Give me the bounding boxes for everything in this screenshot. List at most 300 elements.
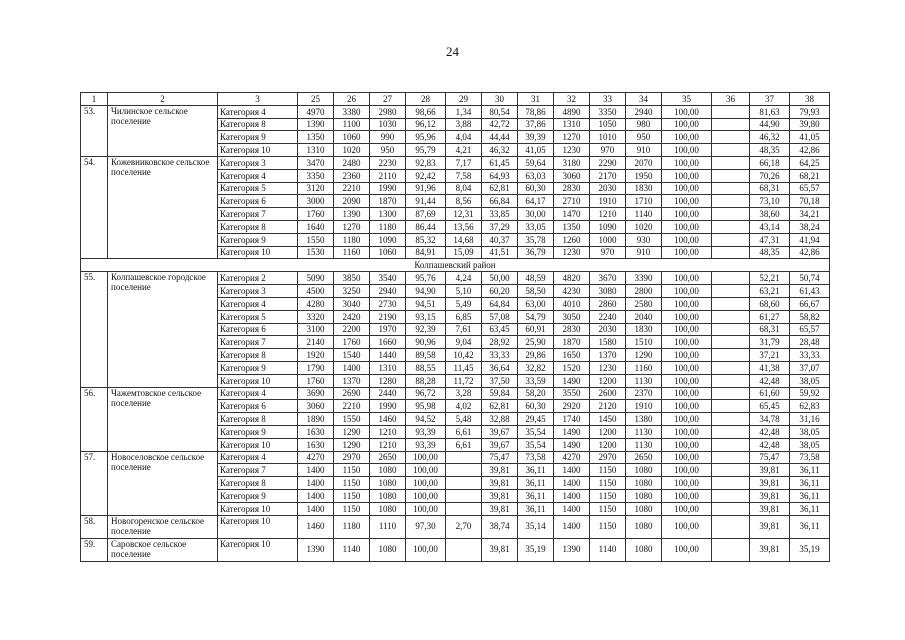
- value-cell: 3060: [554, 169, 590, 182]
- value-cell: [446, 502, 482, 515]
- value-cell: 41,94: [790, 233, 830, 246]
- value-cell: 100,00: [406, 451, 446, 464]
- value-cell: 2370: [626, 387, 662, 400]
- value-cell: 1520: [554, 361, 590, 374]
- value-cell: 68,60: [750, 297, 790, 310]
- value-cell: 97,30: [406, 515, 446, 538]
- header-cell: 28: [406, 93, 446, 106]
- value-cell: 2830: [554, 182, 590, 195]
- value-cell: 1970: [370, 323, 406, 336]
- table-row: [81, 515, 830, 538]
- value-cell: 50,00: [482, 272, 518, 285]
- category-cell: Категория 9: [218, 425, 298, 438]
- value-cell: 4500: [298, 285, 334, 298]
- value-cell: 95,79: [406, 144, 446, 157]
- value-cell: 41,05: [518, 144, 554, 157]
- value-cell: 3380: [334, 105, 370, 118]
- value-cell: 34,21: [790, 208, 830, 221]
- value-cell: 1150: [334, 489, 370, 502]
- header-cell: 32: [554, 93, 590, 106]
- value-cell: 54,79: [518, 310, 554, 323]
- value-cell: 1210: [370, 425, 406, 438]
- value-cell: 86,44: [406, 220, 446, 233]
- value-cell: 100,00: [662, 105, 712, 118]
- value-cell: 41,51: [482, 246, 518, 259]
- value-cell: 1080: [370, 489, 406, 502]
- value-cell: 38,74: [482, 515, 518, 538]
- value-cell: 1230: [554, 144, 590, 157]
- value-cell: 1400: [298, 464, 334, 477]
- value-cell: 48,59: [518, 272, 554, 285]
- table-row: [81, 272, 830, 285]
- value-cell: 75,47: [482, 451, 518, 464]
- header-cell: 26: [334, 93, 370, 106]
- value-cell: [712, 182, 750, 195]
- value-cell: [712, 105, 750, 118]
- value-cell: 1140: [334, 538, 370, 561]
- value-cell: 88,55: [406, 361, 446, 374]
- value-cell: 1400: [554, 489, 590, 502]
- value-cell: 2240: [590, 310, 626, 323]
- value-cell: 1290: [334, 438, 370, 451]
- value-cell: 78,86: [518, 105, 554, 118]
- value-cell: [712, 387, 750, 400]
- value-cell: 2800: [626, 285, 662, 298]
- value-cell: 100,00: [406, 538, 446, 561]
- value-cell: 34,78: [750, 413, 790, 426]
- value-cell: 5,48: [446, 413, 482, 426]
- value-cell: 1200: [590, 374, 626, 387]
- value-cell: 4970: [298, 105, 334, 118]
- value-cell: 2420: [334, 310, 370, 323]
- value-cell: 35,54: [518, 425, 554, 438]
- value-cell: [712, 515, 750, 538]
- value-cell: 4,04: [446, 131, 482, 144]
- value-cell: 1760: [298, 208, 334, 221]
- value-cell: 1350: [554, 220, 590, 233]
- value-cell: 93,39: [406, 425, 446, 438]
- value-cell: 4280: [298, 297, 334, 310]
- value-cell: 47,31: [750, 233, 790, 246]
- value-cell: 7,17: [446, 156, 482, 169]
- value-cell: 2210: [334, 182, 370, 195]
- value-cell: 36,64: [482, 361, 518, 374]
- value-cell: 1710: [626, 195, 662, 208]
- value-cell: 48,35: [750, 246, 790, 259]
- value-cell: 2710: [554, 195, 590, 208]
- value-cell: 1310: [298, 144, 334, 157]
- value-cell: 100,00: [662, 323, 712, 336]
- value-cell: 1740: [554, 413, 590, 426]
- value-cell: 1,34: [446, 105, 482, 118]
- value-cell: [712, 489, 750, 502]
- value-cell: 31,79: [750, 336, 790, 349]
- value-cell: 62,81: [482, 400, 518, 413]
- value-cell: 1550: [298, 233, 334, 246]
- value-cell: 66,84: [482, 195, 518, 208]
- value-cell: 37,86: [518, 118, 554, 131]
- value-cell: 2440: [370, 387, 406, 400]
- value-cell: [446, 489, 482, 502]
- value-cell: 46,32: [750, 131, 790, 144]
- value-cell: 3350: [298, 169, 334, 182]
- value-cell: 1020: [334, 144, 370, 157]
- settlement-name: Чажемтовское сельское поселение: [108, 387, 218, 451]
- value-cell: 2600: [590, 387, 626, 400]
- value-cell: 1530: [298, 246, 334, 259]
- value-cell: 1370: [590, 349, 626, 362]
- category-cell: Категория 4: [218, 169, 298, 182]
- value-cell: 88,28: [406, 374, 446, 387]
- value-cell: 35,14: [518, 515, 554, 538]
- value-cell: 85,32: [406, 233, 446, 246]
- value-cell: 39,81: [750, 538, 790, 561]
- value-cell: 100,00: [662, 310, 712, 323]
- category-cell: Категория 3: [218, 156, 298, 169]
- value-cell: 37,29: [482, 220, 518, 233]
- value-cell: 3250: [334, 285, 370, 298]
- value-cell: 1200: [590, 438, 626, 451]
- value-cell: 1350: [298, 131, 334, 144]
- value-cell: 61,60: [750, 387, 790, 400]
- value-cell: 41,38: [750, 361, 790, 374]
- value-cell: 3470: [298, 156, 334, 169]
- value-cell: 93,39: [406, 438, 446, 451]
- value-cell: 2940: [626, 105, 662, 118]
- category-cell: Категория 4: [218, 105, 298, 118]
- value-cell: 1630: [298, 425, 334, 438]
- value-cell: 59,92: [790, 387, 830, 400]
- value-cell: 66,67: [790, 297, 830, 310]
- value-cell: 3350: [590, 105, 626, 118]
- value-cell: 36,11: [518, 477, 554, 490]
- category-cell: Категория 3: [218, 285, 298, 298]
- value-cell: 91,96: [406, 182, 446, 195]
- value-cell: 28,48: [790, 336, 830, 349]
- value-cell: 39,81: [482, 502, 518, 515]
- value-cell: 2860: [590, 297, 626, 310]
- value-cell: 57,08: [482, 310, 518, 323]
- value-cell: 59,64: [518, 156, 554, 169]
- value-cell: [712, 310, 750, 323]
- value-cell: 65,57: [790, 323, 830, 336]
- value-cell: 33,59: [518, 374, 554, 387]
- value-cell: [446, 538, 482, 561]
- value-cell: 1110: [370, 515, 406, 538]
- value-cell: 62,83: [790, 400, 830, 413]
- value-cell: 1130: [626, 438, 662, 451]
- value-cell: 94,90: [406, 285, 446, 298]
- value-cell: [712, 477, 750, 490]
- value-cell: 950: [370, 144, 406, 157]
- value-cell: 91,44: [406, 195, 446, 208]
- value-cell: 92,42: [406, 169, 446, 182]
- value-cell: [712, 195, 750, 208]
- value-cell: 61,27: [750, 310, 790, 323]
- value-cell: 36,11: [790, 502, 830, 515]
- value-cell: 64,93: [482, 169, 518, 182]
- value-cell: 42,86: [790, 246, 830, 259]
- value-cell: 70,18: [790, 195, 830, 208]
- value-cell: 1400: [554, 502, 590, 515]
- value-cell: [446, 477, 482, 490]
- value-cell: 3540: [370, 272, 406, 285]
- value-cell: 1550: [334, 413, 370, 426]
- value-cell: 3120: [298, 182, 334, 195]
- value-cell: 60,91: [518, 323, 554, 336]
- value-cell: 61,45: [482, 156, 518, 169]
- category-cell: Категория 4: [218, 387, 298, 400]
- value-cell: [712, 285, 750, 298]
- value-cell: 63,03: [518, 169, 554, 182]
- value-cell: 6,61: [446, 425, 482, 438]
- value-cell: 1640: [298, 220, 334, 233]
- value-cell: 100,00: [662, 489, 712, 502]
- value-cell: 1150: [334, 464, 370, 477]
- value-cell: 96,72: [406, 387, 446, 400]
- value-cell: 1540: [334, 349, 370, 362]
- value-cell: 3080: [590, 285, 626, 298]
- value-cell: 60,30: [518, 182, 554, 195]
- value-cell: 1180: [370, 220, 406, 233]
- value-cell: 3320: [298, 310, 334, 323]
- value-cell: 36,11: [790, 515, 830, 538]
- value-cell: 1580: [590, 336, 626, 349]
- value-cell: 1510: [626, 336, 662, 349]
- value-cell: 2920: [554, 400, 590, 413]
- category-cell: Категория 7: [218, 464, 298, 477]
- value-cell: 100,00: [662, 464, 712, 477]
- value-cell: 63,21: [750, 285, 790, 298]
- value-cell: 37,21: [750, 349, 790, 362]
- settlement-name: Новоселовское сельское поселение: [108, 451, 218, 515]
- value-cell: 2090: [334, 195, 370, 208]
- value-cell: 100,00: [662, 246, 712, 259]
- value-cell: 1080: [370, 464, 406, 477]
- value-cell: 1080: [626, 464, 662, 477]
- value-cell: 1400: [298, 502, 334, 515]
- header-cell: 33: [590, 93, 626, 106]
- value-cell: 1400: [334, 361, 370, 374]
- value-cell: 42,72: [482, 118, 518, 131]
- value-cell: 1650: [554, 349, 590, 362]
- value-cell: 1010: [590, 131, 626, 144]
- value-cell: 100,00: [662, 438, 712, 451]
- value-cell: 2360: [334, 169, 370, 182]
- table-row: [81, 451, 830, 464]
- value-cell: 98,66: [406, 105, 446, 118]
- value-cell: 1160: [626, 361, 662, 374]
- value-cell: 100,00: [662, 387, 712, 400]
- value-cell: 2970: [590, 451, 626, 464]
- settlement-number: 55.: [81, 272, 108, 387]
- value-cell: 100,00: [662, 272, 712, 285]
- value-cell: 6,85: [446, 310, 482, 323]
- value-cell: 1370: [334, 374, 370, 387]
- value-cell: 1290: [626, 349, 662, 362]
- value-cell: 100,00: [662, 131, 712, 144]
- value-cell: 100,00: [662, 156, 712, 169]
- category-cell: Категория 4: [218, 297, 298, 310]
- value-cell: [712, 413, 750, 426]
- value-cell: 37,50: [482, 374, 518, 387]
- value-cell: 1910: [626, 400, 662, 413]
- category-cell: Категория 10: [218, 515, 298, 538]
- header-cell: 35: [662, 93, 712, 106]
- value-cell: 1230: [590, 361, 626, 374]
- page-number: 24: [446, 44, 459, 59]
- settlement-number: 56.: [81, 387, 108, 451]
- settlement-name: Кожевниковское сельское поселение: [108, 156, 218, 258]
- value-cell: 100,00: [662, 515, 712, 538]
- value-cell: [712, 400, 750, 413]
- value-cell: 36,11: [518, 464, 554, 477]
- value-cell: 59,84: [482, 387, 518, 400]
- value-cell: 1300: [370, 208, 406, 221]
- value-cell: 100,00: [662, 374, 712, 387]
- value-cell: 2,70: [446, 515, 482, 538]
- value-cell: 93,15: [406, 310, 446, 323]
- value-cell: 60,30: [518, 400, 554, 413]
- value-cell: 81,63: [750, 105, 790, 118]
- value-cell: 87,69: [406, 208, 446, 221]
- value-cell: 94,52: [406, 413, 446, 426]
- value-cell: 5,10: [446, 285, 482, 298]
- value-cell: 38,05: [790, 425, 830, 438]
- settlement-number: 59.: [81, 538, 108, 561]
- value-cell: 1080: [370, 538, 406, 561]
- value-cell: 1080: [370, 477, 406, 490]
- value-cell: 2970: [334, 451, 370, 464]
- value-cell: [712, 464, 750, 477]
- category-cell: Категория 6: [218, 195, 298, 208]
- value-cell: 1490: [554, 374, 590, 387]
- value-cell: 1150: [334, 477, 370, 490]
- value-cell: 39,39: [518, 131, 554, 144]
- value-cell: 100,00: [406, 489, 446, 502]
- value-cell: 1870: [370, 195, 406, 208]
- value-cell: 100,00: [662, 336, 712, 349]
- value-cell: 64,25: [790, 156, 830, 169]
- value-cell: 15,09: [446, 246, 482, 259]
- value-cell: 39,67: [482, 438, 518, 451]
- value-cell: 100,00: [406, 477, 446, 490]
- value-cell: 42,48: [750, 425, 790, 438]
- header-cell: 30: [482, 93, 518, 106]
- value-cell: 4010: [554, 297, 590, 310]
- value-cell: 44,90: [750, 118, 790, 131]
- value-cell: [712, 451, 750, 464]
- value-cell: 31,16: [790, 413, 830, 426]
- value-cell: 1400: [554, 477, 590, 490]
- value-cell: 58,50: [518, 285, 554, 298]
- value-cell: 970: [590, 144, 626, 157]
- value-cell: 30,00: [518, 208, 554, 221]
- value-cell: 38,05: [790, 374, 830, 387]
- value-cell: 1400: [298, 489, 334, 502]
- category-cell: Категория 4: [218, 451, 298, 464]
- value-cell: 33,85: [482, 208, 518, 221]
- value-cell: 9,04: [446, 336, 482, 349]
- value-cell: 11,45: [446, 361, 482, 374]
- value-cell: 3,88: [446, 118, 482, 131]
- header-cell: 31: [518, 93, 554, 106]
- value-cell: 7,61: [446, 323, 482, 336]
- value-cell: 100,00: [662, 413, 712, 426]
- value-cell: 100,00: [662, 477, 712, 490]
- value-cell: 1400: [298, 477, 334, 490]
- value-cell: 1130: [626, 425, 662, 438]
- category-cell: Категория 10: [218, 502, 298, 515]
- value-cell: 1400: [554, 464, 590, 477]
- value-cell: 3100: [298, 323, 334, 336]
- value-cell: 1080: [626, 538, 662, 561]
- category-cell: Категория 8: [218, 477, 298, 490]
- value-cell: 3050: [554, 310, 590, 323]
- category-cell: Категория 6: [218, 323, 298, 336]
- category-cell: Категория 9: [218, 361, 298, 374]
- value-cell: 38,60: [750, 208, 790, 221]
- value-cell: 95,76: [406, 272, 446, 285]
- value-cell: 39,81: [750, 502, 790, 515]
- value-cell: 39,81: [482, 538, 518, 561]
- value-cell: 94,51: [406, 297, 446, 310]
- value-cell: 79,93: [790, 105, 830, 118]
- value-cell: 39,81: [750, 515, 790, 538]
- value-cell: 1490: [554, 438, 590, 451]
- header-cell: 2: [108, 93, 218, 106]
- value-cell: 33,33: [790, 349, 830, 362]
- value-cell: 950: [626, 131, 662, 144]
- value-cell: 62,81: [482, 182, 518, 195]
- value-cell: 1020: [626, 220, 662, 233]
- value-cell: 1080: [626, 489, 662, 502]
- value-cell: 44,44: [482, 131, 518, 144]
- value-cell: 1090: [590, 220, 626, 233]
- header-cell: 36: [712, 93, 750, 106]
- district-name: Колпашевский район: [81, 259, 830, 272]
- value-cell: 63,45: [482, 323, 518, 336]
- value-cell: 3,28: [446, 387, 482, 400]
- value-cell: 39,81: [482, 464, 518, 477]
- settlement-name: Саровское сельское поселение: [108, 538, 218, 561]
- value-cell: [712, 208, 750, 221]
- value-cell: 1090: [370, 233, 406, 246]
- value-cell: 930: [626, 233, 662, 246]
- value-cell: 3550: [554, 387, 590, 400]
- value-cell: 73,58: [790, 451, 830, 464]
- category-cell: Категория 9: [218, 233, 298, 246]
- value-cell: [712, 220, 750, 233]
- value-cell: 1270: [334, 220, 370, 233]
- value-cell: 3060: [298, 400, 334, 413]
- value-cell: 90,96: [406, 336, 446, 349]
- value-cell: 1460: [370, 413, 406, 426]
- value-cell: [712, 156, 750, 169]
- value-cell: 39,80: [790, 118, 830, 131]
- value-cell: 1830: [626, 182, 662, 195]
- value-cell: 58,82: [790, 310, 830, 323]
- value-cell: 1310: [554, 118, 590, 131]
- value-cell: 4,02: [446, 400, 482, 413]
- value-cell: 29,86: [518, 349, 554, 362]
- value-cell: 1490: [554, 425, 590, 438]
- value-cell: [712, 144, 750, 157]
- value-cell: 1380: [626, 413, 662, 426]
- value-cell: 60,20: [482, 285, 518, 298]
- value-cell: 42,86: [790, 144, 830, 157]
- value-cell: 2030: [590, 323, 626, 336]
